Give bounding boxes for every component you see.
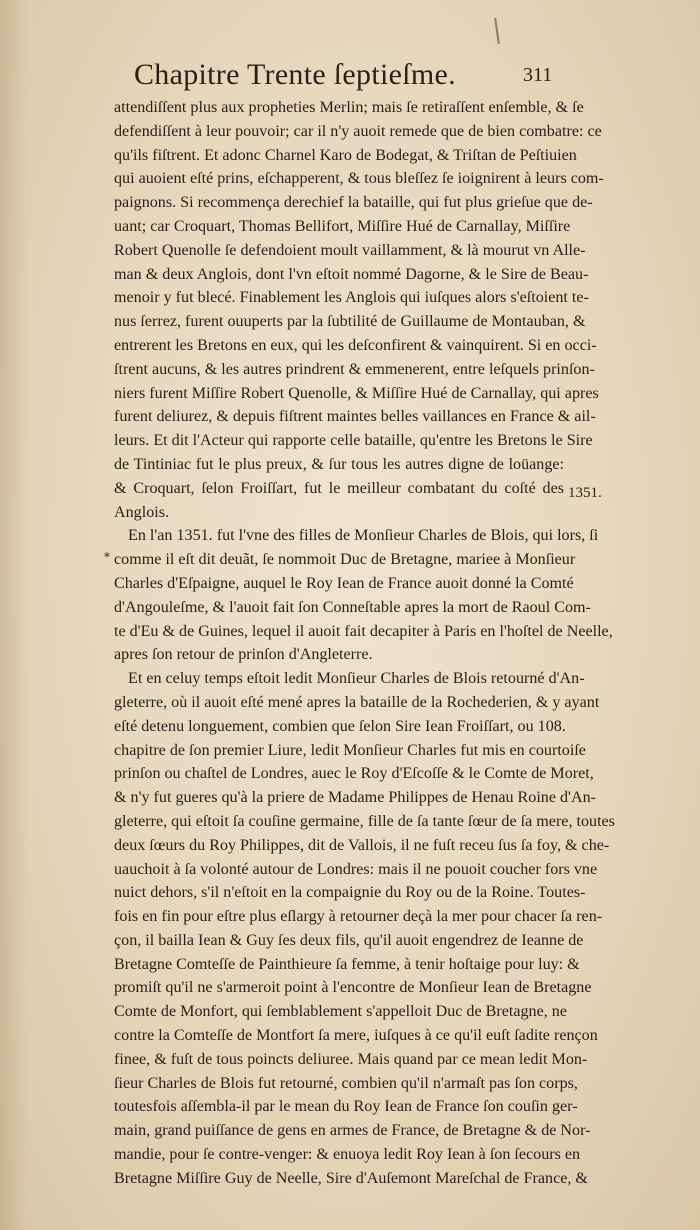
page-header <box>120 58 580 98</box>
text-line: nuict dehors, s'il n'eſtoit en la compaignie du Roy ou de la Roine. Toutes- <box>114 884 586 902</box>
page-gutter-shadow <box>0 0 28 1230</box>
text-line: qu'ils fiſtrent. Et adonc Charnel Karo de Bodegat, & Triſtan de Peſtiuien <box>114 146 577 164</box>
text-line: Bretagne Miſſire Guy de Neelle, Sire d'Auſemont Mareſchal de France, & <box>114 1169 588 1187</box>
text-line: & n'y fut gueres qu'à la priere de Madame Philippes de Henau Roine d'An- <box>114 789 596 807</box>
text-line: de Tintiniac fut le plus preux, & ſur tous les autres digne de loüange: <box>114 455 564 473</box>
text-line: furent deliurez, & depuis fiſtrent maintes belles vaillances en France & ail- <box>114 408 596 426</box>
body-text <box>114 96 615 1191</box>
text-line: man & deux Anglois, dont l'vn eſtoit nommé Dagorne, & le Sire de Beau- <box>114 265 589 283</box>
text-line: menoir y fut blecé. Finablement les Anglois qui iuſques alors s'eſtoient te- <box>114 289 589 307</box>
text-line: d'Angouleſme, & l'auoit fait ſon Conneſtable apres la mort de Raoul Com- <box>114 598 591 616</box>
text-line: defendiſſent à leur pouvoir; car il n'y auoit remede que de bien combatre: ce <box>114 122 602 140</box>
text-line: apres ſon retour de prinſon d'Angleterre. <box>114 646 373 664</box>
text-line: qui auoient eſté prins, eſchapperent, & tous bleſſez ſe ioignirent à leurs com- <box>114 170 604 188</box>
text-line: finee, & fuſt de tous poincts deliuree. Mais quand par ce mean ledit Mon- <box>114 1050 588 1068</box>
text-line: niers furent Miſſire Robert Quenolle, & Miſſire Hué de Carnallay, qui apres <box>114 384 599 402</box>
paper-mark <box>494 18 500 44</box>
margin-note-year: 1351. <box>568 485 602 501</box>
text-line: comme il eſt dit deuãt, ſe nommoit Duc de Bretagne, mariee à Monſieur <box>114 551 576 569</box>
text-line: ſieur Charles de Blois fut retourné, combien qu'il n'armaſt pas ſon corps, <box>114 1074 578 1092</box>
text-line: entrerent les Bretons en eux, qui les deſconfirent & vainquirent. Si en occi- <box>114 336 597 354</box>
text-line: mandie, pour ſe contre-venger: & enuoya ledit Roy Iean à ſon ſecours en <box>114 1146 581 1164</box>
text-line: Bretagne Comteſſe de Painthieure ſa femme, à tenir hoſtaige pour luy: & <box>114 955 580 973</box>
text-line: Charles d'Eſpaigne, auquel le Roy Iean de France auoit donné la Comté <box>114 574 574 592</box>
text-line: deux ſœurs du Roy Philippes, dit de Vallois, il ne fuſt receu ſus ſa foy, & che- <box>114 836 610 854</box>
text-line: eſté detenu longuement, combien que ſelon Sire Iean Froiſſart, ou 108. <box>114 717 566 735</box>
text-line: promiſt qu'il ne s'armeroit point à l'encontre de Monſieur Iean de Bretagne <box>114 979 592 997</box>
text-line: gleterre, où il auoit eſté mené apres la bataille de la Rochederien, & y ayant <box>114 693 600 711</box>
text-line: attendiſſent plus aux propheties Merlin; mais ſe retiraſſent enſemble, & ſe <box>114 99 584 116</box>
text-line: gleterre, qui eſtoit ſa couſine germaine, fille de ſa tante ſœur de ſa mere, toutes <box>114 812 615 830</box>
text-line: paignons. Si recommença derechief la bataille, qui fut plus grieſue que de- <box>114 194 593 212</box>
running-title: Chapitre Trente ſeptieſme. <box>134 58 456 91</box>
text-line: ſtrent aucuns, & les autres prindrent & emmenerent, entre leſquels prinſon- <box>114 360 595 378</box>
text-line: Anglois. <box>114 503 169 521</box>
text-line: prinſon ou chaſtel de Londres, auec le Roy d'Eſcoſſe & le Comte de Moret, <box>114 765 594 783</box>
text-line: contre la Comteſſe de Montfort ſa mere, iuſques à ce qu'il euſt ſadite rençon <box>114 1027 598 1045</box>
text-line: te d'Eu & de Guines, lequel il auoit fait decapiter à Paris en l'hoſtel de Neelle, <box>114 622 613 640</box>
text-line: uauchoit à ſa volonté autour de Londres: mais il ne pouoit coucher fors vne <box>114 860 598 878</box>
text-line: Comte de Monfort, qui ſemblablement s'appelloit Duc de Bretagne, ne <box>114 1003 567 1021</box>
text-line: main, grand puiſſance de gens en armes de France, de Bretagne & de Nor- <box>114 1122 591 1140</box>
text-line: toutesfois aſſembla-il par le mean du Roy Iean de France ſon couſin ger- <box>114 1098 578 1116</box>
text-line: Et en celuy temps eſtoit ledit Monſieur Charles de Blois retourné d'An- <box>128 670 585 688</box>
text-line: & Croquart, ſelon Froiſſart, fut le meilleur combatant du coſté des <box>114 479 564 497</box>
text-line: leurs. Et dit l'Acteur qui rapporte celle bataille, qu'entre les Bretons le Sire <box>114 432 593 450</box>
text-line: nus ſerrez, furent ouuperts par la ſubtilité de Guillaume de Montauban, & <box>114 313 586 331</box>
text-line: fois en fin pour eſtre plus eſlargy à retourner deçà la mer pour chacer ſa ren- <box>114 908 603 926</box>
text-line: chapitre de ſon premier Liure, ledit Monſieur Charles fut mis en courtoiſe <box>114 741 586 759</box>
text-line: uant; car Croquart, Thomas Bellifort, Miſſire Hué de Carnallay, Miſſire <box>114 217 571 235</box>
text-line: En l'an 1351. fut l'vne des filles de Monſieur Charles de Blois, qui lors, ſi <box>128 527 599 545</box>
text-line: çon, il bailla Iean & Guy ſes deux fils, qu'il auoit engendrez de Ieanne de <box>114 931 584 949</box>
text-line: Robert Quenolle ſe defendoient moult vaillamment, & là mourut vn Alle- <box>114 241 586 259</box>
margin-asterisk: * <box>104 550 110 564</box>
page-number: 311 <box>523 64 553 86</box>
